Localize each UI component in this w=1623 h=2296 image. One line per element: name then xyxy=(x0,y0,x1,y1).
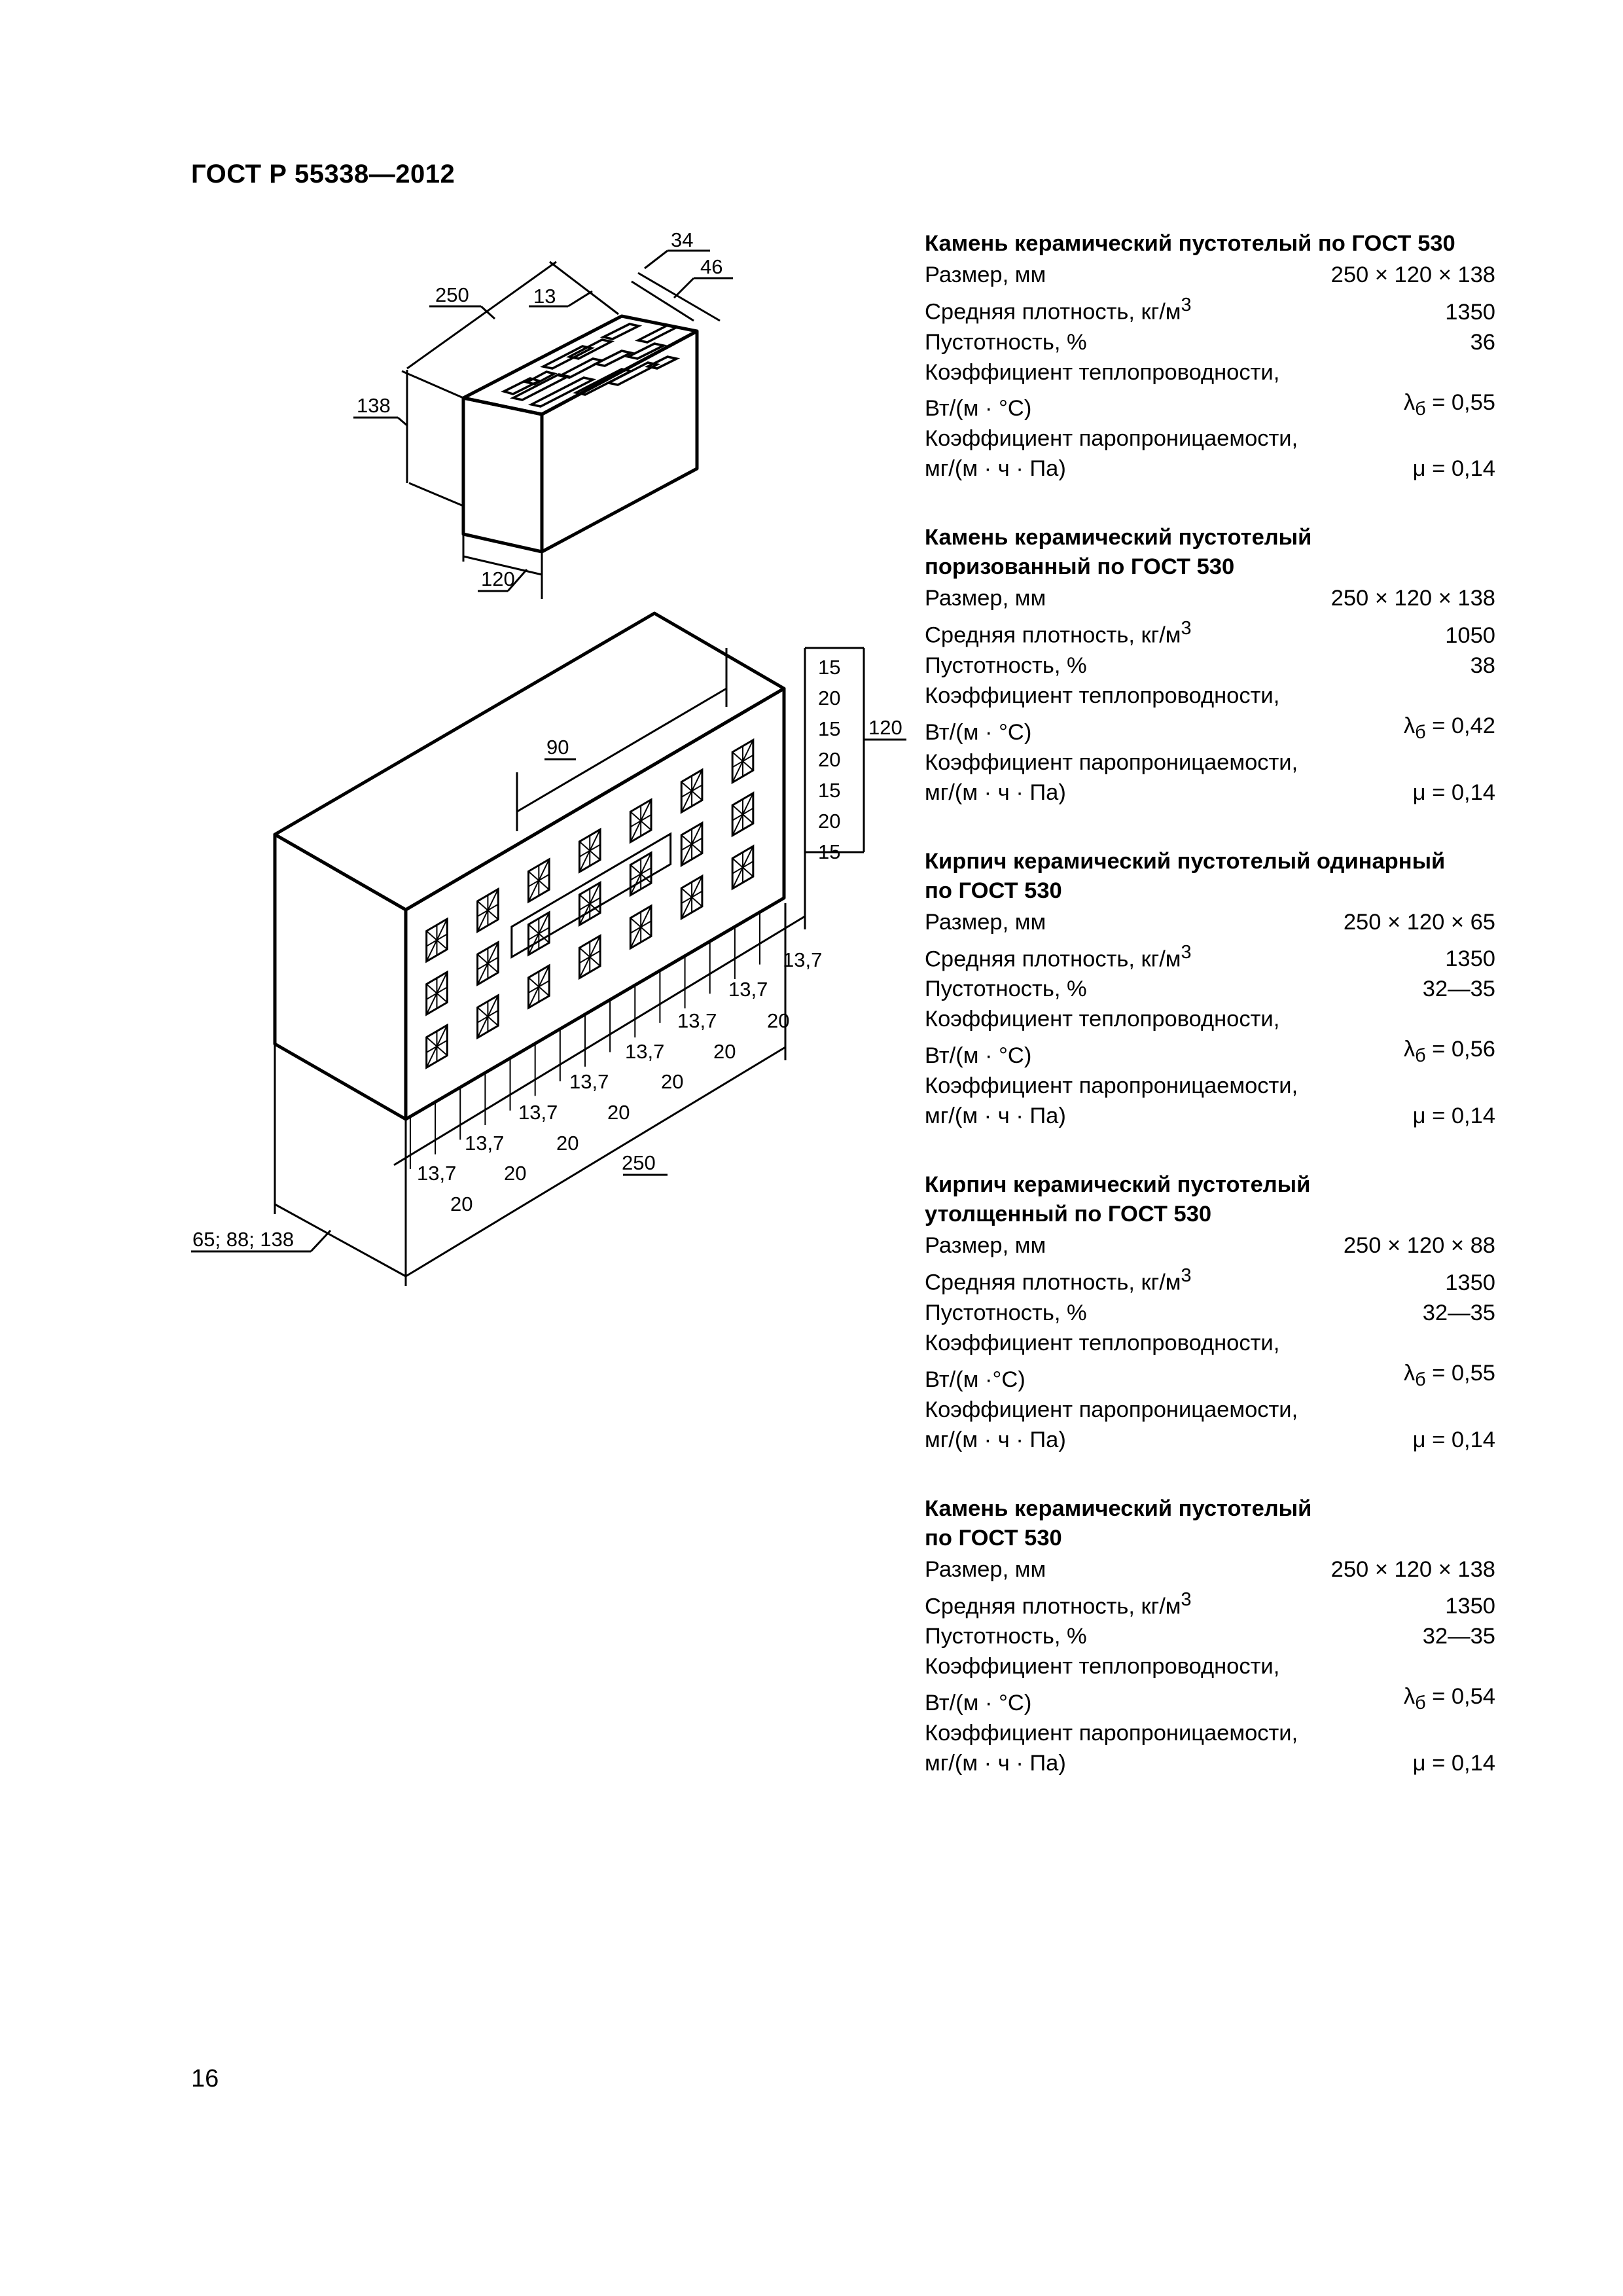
top-block-dim-labels xyxy=(357,228,722,590)
spec-size-value: 250 × 120 × 65 xyxy=(1343,909,1495,935)
dim-13-7-h: 13,7 xyxy=(417,1162,457,1185)
spec-tc-symbol: λ xyxy=(1403,389,1416,415)
spec-density-value: 1350 xyxy=(1445,1270,1495,1295)
spec-density-value: 1050 xyxy=(1445,622,1495,648)
spec-density-sup: 3 xyxy=(1181,1588,1192,1610)
dim-13-7-g: 13,7 xyxy=(465,1132,505,1155)
spec-vp-label-2: мг/(м · ч · Па) xyxy=(925,1750,1066,1776)
spec-size-label: Размер, мм xyxy=(925,586,1046,611)
spec-tc-label-2: Вт/(м ·°С) xyxy=(925,1367,1026,1392)
spec-row-tc-1 xyxy=(925,1651,1495,1681)
bottom-block-drawing xyxy=(275,613,784,1119)
dim-120-top: 120 xyxy=(481,567,515,590)
spec-density-label: Средняя плотность, кг/м xyxy=(925,1594,1181,1619)
spec-density-sup: 3 xyxy=(1181,941,1192,963)
spec-vp-label-1: Коэффициент паропроницаемости, xyxy=(925,1073,1298,1099)
spec-size-label: Размер, мм xyxy=(925,262,1046,287)
spec-density-sup: 3 xyxy=(1181,295,1192,315)
spec-tc-label-1: Коэффициент теплопроводности, xyxy=(925,1007,1280,1032)
spec-vp-value: μ = 0,14 xyxy=(1412,780,1495,805)
dim-20-i: 20 xyxy=(504,1162,527,1185)
page-number: 16 xyxy=(191,2065,219,2092)
spec-row-density xyxy=(925,613,1495,651)
spec-title: Кирпич керамический пустотелый одинарный по ГОСТ 530 xyxy=(925,848,1446,903)
spec-row-voids xyxy=(925,1621,1495,1651)
spec-size-label: Размер, мм xyxy=(925,1556,1046,1582)
dim-15-c: 15 xyxy=(818,779,841,802)
spec-row-tc-1 xyxy=(925,1328,1495,1358)
dim-20-g: 20 xyxy=(607,1101,630,1124)
spec-block xyxy=(925,229,1495,484)
dim-15-b: 15 xyxy=(818,717,841,740)
spec-row-tc-1 xyxy=(925,681,1495,711)
spec-vp-label-2: мг/(м · ч · Па) xyxy=(925,1103,1066,1129)
dim-20-f: 20 xyxy=(661,1070,684,1093)
spec-row-tc-1 xyxy=(925,357,1495,387)
spec-vp-label-1: Коэффициент паропроницаемости, xyxy=(925,749,1298,775)
spec-tc-value: = 0,42 xyxy=(1425,713,1495,738)
spec-vp-label-1: Коэффициент паропроницаемости, xyxy=(925,1397,1298,1422)
spec-row-vp-1 xyxy=(925,1718,1495,1748)
spec-tc-value: = 0,55 xyxy=(1425,1360,1495,1386)
dim-20-e: 20 xyxy=(713,1040,736,1063)
spec-tc-symbol: λ xyxy=(1403,713,1416,738)
spec-tc-symbol: λ xyxy=(1403,1684,1416,1710)
dim-height: 65; 88; 138 xyxy=(192,1228,294,1251)
dim-250-top: 250 xyxy=(435,283,469,306)
spec-row-size xyxy=(925,1554,1495,1585)
spec-void-label: Пустотность, % xyxy=(925,329,1087,355)
dim-13: 13 xyxy=(533,285,556,308)
spec-density-value: 1350 xyxy=(1445,299,1495,325)
spec-row-vp-2 xyxy=(925,454,1495,484)
spec-density-label: Средняя плотность, кг/м xyxy=(925,1270,1181,1295)
spec-row-size xyxy=(925,260,1495,290)
spec-tc-label-1: Коэффициент теплопроводности, xyxy=(925,359,1280,385)
spec-tc-label-1: Коэффициент теплопроводности, xyxy=(925,1654,1280,1679)
spec-tc-sub: б xyxy=(1415,398,1426,420)
spec-row-vp-1 xyxy=(925,747,1495,778)
spec-title: Камень керамический пустотелый по ГОСТ 530 xyxy=(925,231,1455,256)
spec-row-vp-2 xyxy=(925,1748,1495,1778)
spec-tc-label-2: Вт/(м · °С) xyxy=(925,396,1032,422)
spec-size-label: Размер, мм xyxy=(925,1233,1046,1259)
dim-138-top: 138 xyxy=(357,394,391,417)
top-block-front-face xyxy=(463,398,542,552)
spec-vp-label-1: Коэффициент паропроницаемости, xyxy=(925,426,1298,452)
spec-row-vp-1 xyxy=(925,1395,1495,1425)
spec-void-label: Пустотность, % xyxy=(925,1300,1087,1325)
spec-row-voids xyxy=(925,651,1495,681)
spec-void-label: Пустотность, % xyxy=(925,1624,1087,1649)
bottom-block-left-face xyxy=(275,834,406,1119)
spec-void-label: Пустотность, % xyxy=(925,653,1087,678)
document-header: ГОСТ Р 55338—2012 xyxy=(191,160,455,188)
dim-250-bottom: 250 xyxy=(622,1151,656,1174)
spec-row-vp-1 xyxy=(925,423,1495,454)
spec-row-vp-1 xyxy=(925,1071,1495,1101)
dim-13-7-c: 13,7 xyxy=(677,1009,717,1032)
dim-13-7-f: 13,7 xyxy=(518,1101,558,1124)
dim-20-h: 20 xyxy=(556,1132,579,1155)
spec-row-density xyxy=(925,1585,1495,1622)
spec-row-tc-1 xyxy=(925,1004,1495,1034)
spec-tc-sub: б xyxy=(1415,1369,1426,1390)
dim-13-7-e: 13,7 xyxy=(569,1070,609,1093)
spec-void-value: 38 xyxy=(1470,653,1495,678)
spec-tc-label-2: Вт/(м · °С) xyxy=(925,1690,1032,1715)
spec-void-value: 32—35 xyxy=(1422,1300,1495,1325)
spec-void-label: Пустотность, % xyxy=(925,977,1087,1002)
spec-size-value: 250 × 120 × 138 xyxy=(1330,586,1495,611)
spec-row-voids xyxy=(925,1298,1495,1328)
dim-20-c: 20 xyxy=(818,810,841,833)
spec-void-value: 36 xyxy=(1470,329,1495,355)
spec-row-size xyxy=(925,1230,1495,1261)
spec-vp-label-2: мг/(м · ч · Па) xyxy=(925,456,1066,482)
spec-row-size xyxy=(925,907,1495,937)
spec-tc-sub: б xyxy=(1415,1045,1426,1067)
dim-13-7-b: 13,7 xyxy=(728,978,768,1001)
spec-row-density xyxy=(925,1261,1495,1298)
spec-row-vp-2 xyxy=(925,1101,1495,1131)
spec-vp-label-2: мг/(м · ч · Па) xyxy=(925,1427,1066,1452)
spec-size-value: 250 × 120 × 138 xyxy=(1330,1556,1495,1582)
spec-tc-label-1: Коэффициент теплопроводности, xyxy=(925,1330,1280,1355)
dim-20-d: 20 xyxy=(767,1009,790,1032)
spec-tc-label-1: Коэффициент теплопроводности, xyxy=(925,683,1280,708)
spec-row-tc-2 xyxy=(925,1358,1495,1395)
spec-row-tc-2 xyxy=(925,711,1495,747)
dim-15-d: 15 xyxy=(818,840,841,863)
dim-15-a: 15 xyxy=(818,656,841,679)
spec-vp-value: μ = 0,14 xyxy=(1412,1103,1495,1129)
spec-tc-value: = 0,56 xyxy=(1425,1037,1495,1062)
spec-vp-value: μ = 0,14 xyxy=(1412,456,1495,482)
spec-size-value: 250 × 120 × 138 xyxy=(1330,262,1495,287)
spec-block xyxy=(925,523,1495,807)
spec-block xyxy=(925,1494,1495,1778)
spec-vp-value: μ = 0,14 xyxy=(1412,1427,1495,1452)
dim-20-b: 20 xyxy=(818,748,841,771)
spec-size-value: 250 × 120 × 88 xyxy=(1343,1233,1495,1259)
dim-20-j: 20 xyxy=(450,1193,473,1215)
spec-tc-symbol: λ xyxy=(1403,1037,1416,1062)
spec-row-density xyxy=(925,937,1495,975)
spec-title: Кирпич керамический пустотелый утолщенный по ГОСТ 530 xyxy=(925,1172,1311,1227)
spec-tc-label-2: Вт/(м · °С) xyxy=(925,719,1032,745)
spec-row-size xyxy=(925,583,1495,613)
dim-90: 90 xyxy=(546,736,569,759)
spec-row-voids xyxy=(925,327,1495,357)
spec-row-tc-2 xyxy=(925,1681,1495,1718)
bottom-block-top-face xyxy=(275,613,784,910)
spec-tc-sub: б xyxy=(1415,1692,1426,1713)
spec-block xyxy=(925,847,1495,1131)
spec-density-label: Средняя плотность, кг/м xyxy=(925,622,1181,648)
spec-density-value: 1350 xyxy=(1445,1594,1495,1619)
spec-density-sup: 3 xyxy=(1181,1265,1192,1287)
spec-size-label: Размер, мм xyxy=(925,909,1046,935)
spec-row-tc-2 xyxy=(925,387,1495,424)
spec-density-label: Средняя плотность, кг/м xyxy=(925,946,1181,972)
spec-vp-label-1: Коэффициент паропроницаемости, xyxy=(925,1720,1298,1746)
spec-tc-sub: б xyxy=(1415,721,1426,743)
dim-34: 34 xyxy=(671,228,694,251)
dim-20-a: 20 xyxy=(818,687,841,709)
spec-title: Камень керамический пустотелый поризованный по ГОСТ 530 xyxy=(925,525,1312,580)
spec-tc-value: = 0,55 xyxy=(1425,389,1495,415)
spec-row-density xyxy=(925,290,1495,327)
spec-tc-value: = 0,54 xyxy=(1425,1684,1495,1710)
spec-row-vp-2 xyxy=(925,1425,1495,1455)
spec-void-value: 32—35 xyxy=(1422,1624,1495,1649)
spec-void-value: 32—35 xyxy=(1422,977,1495,1002)
dim-46: 46 xyxy=(700,255,723,278)
spec-density-label: Средняя плотность, кг/м xyxy=(925,299,1181,325)
spec-vp-value: μ = 0,14 xyxy=(1412,1750,1495,1776)
spec-block xyxy=(925,1170,1495,1454)
spec-row-vp-2 xyxy=(925,778,1495,808)
dim-120-bottom: 120 xyxy=(868,716,902,739)
spec-tc-label-2: Вт/(м · °С) xyxy=(925,1043,1032,1069)
spec-density-value: 1350 xyxy=(1445,946,1495,972)
spec-vp-label-2: мг/(м · ч · Па) xyxy=(925,780,1066,805)
dim-13-7-a: 13,7 xyxy=(783,948,823,971)
spec-tc-symbol: λ xyxy=(1403,1360,1416,1386)
spec-row-voids xyxy=(925,974,1495,1004)
dim-13-7-d: 13,7 xyxy=(625,1040,665,1063)
spec-density-sup: 3 xyxy=(1181,618,1192,639)
bottom-block-dim-labels xyxy=(192,656,902,1251)
top-block-side-face xyxy=(542,331,697,552)
spec-row-tc-2 xyxy=(925,1034,1495,1071)
spec-list xyxy=(925,229,1495,1818)
spec-title: Камень керамический пустотелый по ГОСТ 530 xyxy=(925,1496,1312,1551)
